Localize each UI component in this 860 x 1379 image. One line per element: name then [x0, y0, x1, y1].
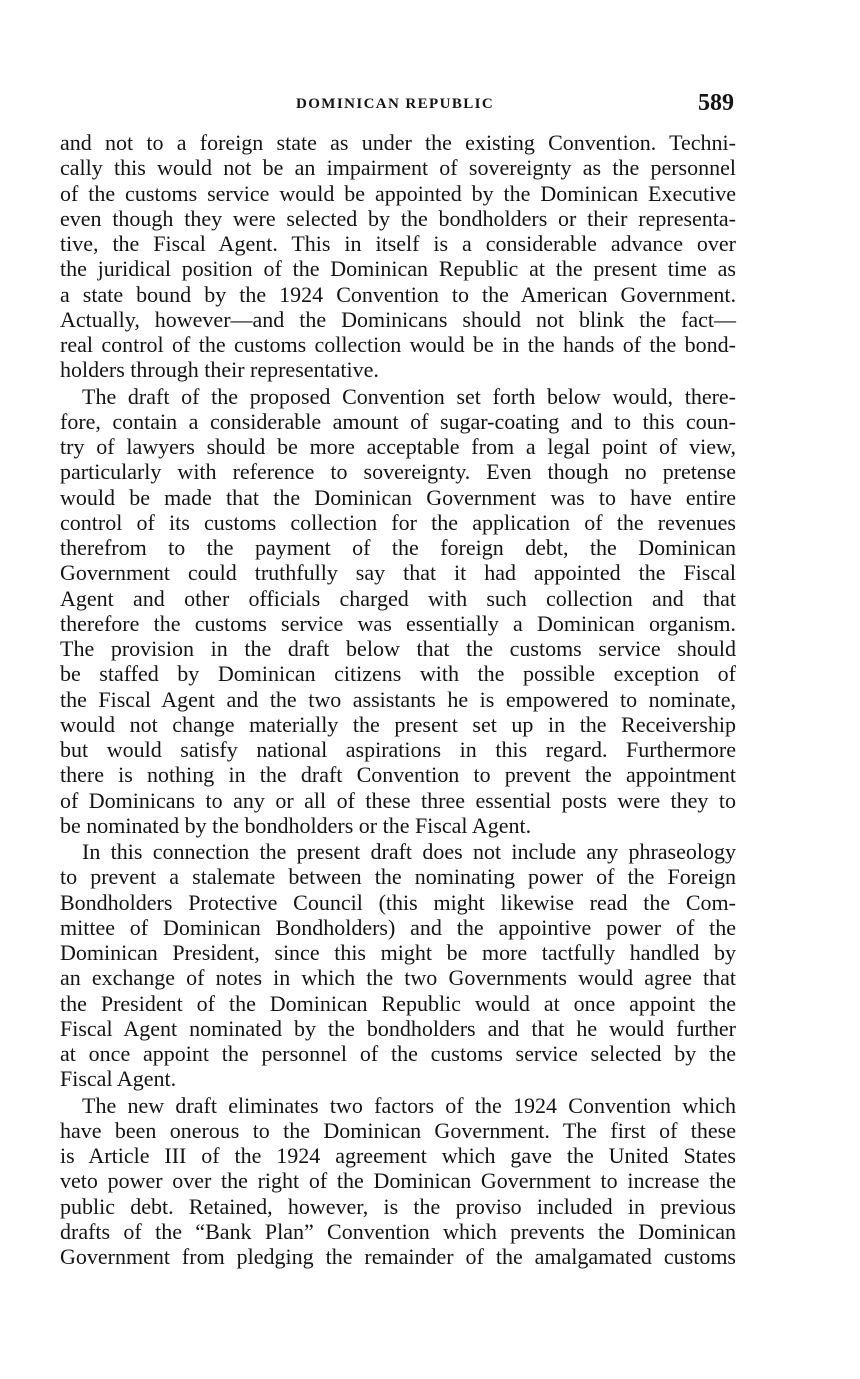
text-line: control of its customs collection for the application of the revenues: [60, 509, 736, 535]
text-line: Fiscal Agent.: [60, 1066, 177, 1092]
body-text: [60, 130, 736, 1269]
text-line: an exchange of notes in which the two Governments would agree that: [60, 965, 736, 991]
paragraph: [60, 384, 736, 839]
text-line: the Fiscal Agent and the two assistants he is empowered to nominate,: [60, 686, 736, 712]
text-line: The new draft eliminates two factors of the 1924 Convention which: [82, 1092, 736, 1118]
text-line: particularly with reference to sovereignty. Even though no pretense: [60, 459, 736, 485]
text-line: but would satisfy national aspirations in this regard. Furthermore: [60, 737, 736, 762]
text-line: Government could truthfully say that it had appointed the Fiscal: [60, 560, 736, 586]
text-line: there is nothing in the draft Convention to prevent the appointment: [60, 762, 736, 788]
text-line: would be made that the Dominican Government was to have entire: [60, 484, 736, 510]
text-line: In this connection the present draft does not include any phraseology: [82, 839, 736, 864]
text-line: drafts of the “Bank Plan” Convention which prevents the Dominican: [60, 1218, 736, 1244]
page-number: 589: [698, 90, 734, 116]
text-line: The provision in the draft below that the customs service should: [60, 636, 736, 661]
text-line: veto power over the right of the Dominican Government to increase the: [60, 1168, 736, 1194]
text-line: holders through their representative.: [60, 357, 379, 383]
text-line: be staffed by Dominican citizens with the possible exception of: [60, 661, 736, 687]
text-line: Actually, however—and the Dominicans should not blink the fact—: [60, 306, 736, 332]
paragraph: [60, 130, 736, 383]
text-line: is Article III of the 1924 agreement which gave the United States: [60, 1143, 736, 1168]
text-line: Agent and other officials charged with such collection and that: [60, 585, 736, 611]
text-line: Fiscal Agent nominated by the bondholders and that he would further: [60, 1015, 736, 1041]
paragraph: [60, 839, 736, 1092]
text-line: at once appoint the personnel of the customs service selected by the: [60, 1041, 736, 1066]
running-header: [0, 90, 860, 122]
text-line: the President of the Dominican Republic would at once appoint the: [60, 990, 736, 1016]
text-line: have been onerous to the Dominican Government. The first of these: [60, 1117, 736, 1143]
text-line: even though they were selected by the bondholders or their representa-: [60, 205, 736, 231]
text-line: of Dominicans to any or all of these three essential posts were they to: [60, 787, 736, 813]
text-line: Bondholders Protective Council (this might likewise read the Com-: [60, 889, 736, 915]
text-line: The draft of the proposed Convention set forth below would, there-: [82, 383, 736, 409]
text-line: of the customs service would be appointed by the Dominican Executive: [60, 180, 736, 206]
text-line: try of lawyers should be more acceptable from a legal point of view,: [60, 434, 736, 459]
running-title: DOMINICAN REPUBLIC: [296, 96, 495, 112]
text-line: to prevent a stalemate between the nominating power of the Foreign: [60, 864, 736, 890]
text-line: would not change materially the present set up in the Receivership: [60, 711, 736, 737]
text-line: fore, contain a considerable amount of sugar-coating and to this coun-: [60, 408, 736, 434]
text-line: public debt. Retained, however, is the proviso included in previous: [60, 1193, 736, 1219]
text-line: the juridical position of the Dominican Republic at the present time as: [60, 256, 736, 282]
text-line: real control of the customs collection would be in the hands of the bond-: [60, 332, 736, 357]
text-line: mittee of Dominican Bondholders) and the appointive power of the: [60, 914, 736, 940]
text-line: therefrom to the payment of the foreign debt, the Dominican: [60, 535, 736, 560]
text-line: Dominican President, since this might be more tactfully handled by: [60, 940, 736, 965]
text-line: be nominated by the bondholders or the Fiscal Agent.: [60, 812, 532, 838]
text-line: a state bound by the 1924 Convention to the American Government.: [60, 281, 736, 307]
text-line: and not to a foreign state as under the existing Convention. Techni-: [60, 130, 736, 155]
text-line: tive, the Fiscal Agent. This in itself is a considerable advance over: [60, 231, 736, 256]
text-line: Government from pledging the remainder of the amalgamated customs: [60, 1244, 736, 1269]
paragraph: [60, 1093, 736, 1270]
text-line: therefore the customs service was essentially a Dominican organism.: [60, 610, 736, 636]
text-line: cally this would not be an impairment of sovereignty as the personnel: [60, 155, 736, 181]
